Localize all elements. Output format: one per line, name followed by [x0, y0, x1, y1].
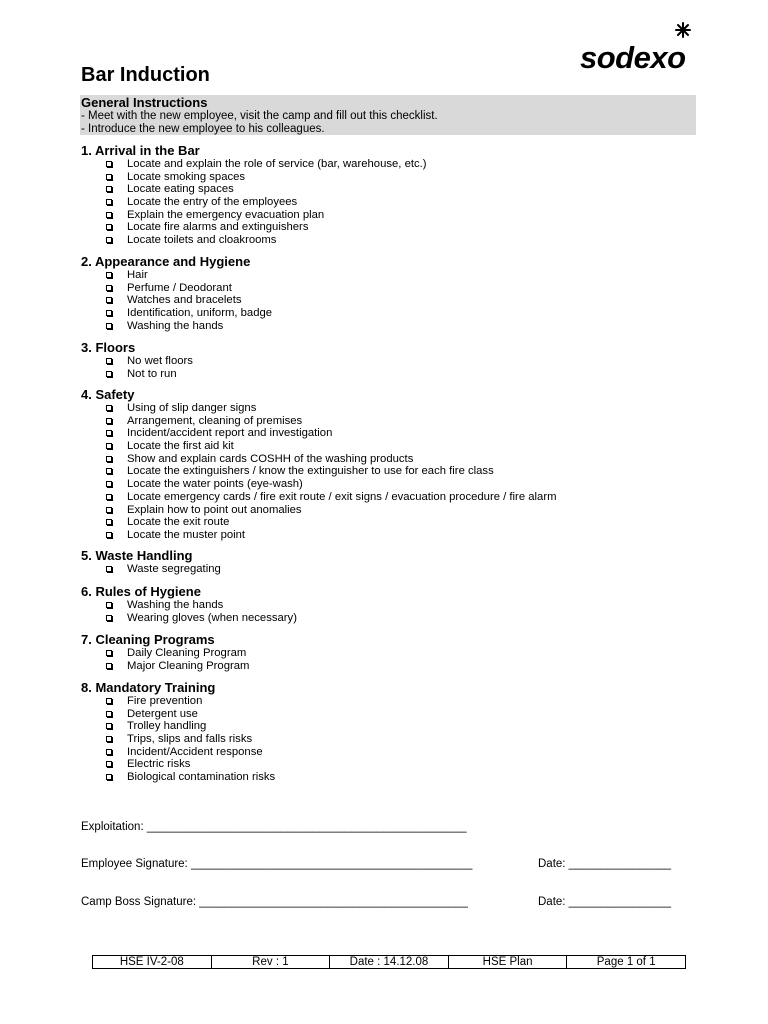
instruction-line: - Meet with the new employee, visit the camp and fill out this checklist. [81, 110, 438, 122]
checkbox[interactable] [106, 736, 112, 742]
checklist-item-label: Trips, slips and falls risks [127, 733, 253, 746]
checkbox[interactable] [106, 723, 112, 729]
section-appearance [81, 254, 272, 332]
checkbox[interactable] [106, 285, 112, 291]
checklist-item [81, 504, 557, 517]
checklist-item [81, 368, 193, 381]
checklist-item-label: No wet floors [127, 355, 193, 367]
checklist-item [81, 758, 275, 771]
checkbox[interactable] [106, 532, 112, 538]
checkbox[interactable] [106, 237, 112, 243]
employee-signature-field[interactable]: Employee Signature: ____________________________________________ [81, 858, 473, 870]
checkbox[interactable] [106, 650, 112, 656]
section-heading: 8. Mandatory Training [81, 680, 216, 695]
checklist-item [81, 771, 275, 784]
checkbox[interactable] [106, 507, 112, 513]
checklist-item-label: Identification, uniform, badge [127, 307, 273, 320]
checklist-item [81, 402, 557, 415]
checklist-item-label: Locate fire alarms and extinguishers [127, 221, 309, 234]
checklist-item-label: Locate toilets and cloakrooms [127, 234, 277, 247]
checkbox[interactable] [106, 371, 112, 377]
section-arrival [81, 143, 427, 247]
checklist-item [81, 355, 193, 368]
checklist-item [81, 221, 427, 234]
checklist-item-label: Locate smoking spaces [127, 170, 246, 183]
section-safety [81, 387, 557, 542]
checklist-item [81, 599, 297, 612]
checkbox[interactable] [106, 443, 112, 449]
checklist-item [81, 720, 275, 733]
footer-doc-code: HSE IV-2-08 [93, 956, 212, 969]
camp-boss-signature-field[interactable]: Camp Boss Signature: __________________________________________ [81, 896, 468, 908]
checklist-item-label: Washing the hands [127, 319, 224, 332]
checklist-item-label: Washing the hands [127, 599, 224, 611]
checklist-item-label: Perfume / Deodorant [127, 281, 232, 294]
checkbox[interactable] [106, 663, 112, 669]
star-icon [675, 22, 691, 38]
checklist-item [81, 733, 275, 746]
checklist-item-label: Watches and bracelets [127, 294, 242, 307]
checklist-item [81, 708, 275, 721]
checkbox[interactable] [106, 405, 112, 411]
footer-revision: Rev : 1 [211, 956, 330, 969]
checkbox[interactable] [106, 272, 112, 278]
checkbox[interactable] [106, 358, 112, 364]
checkbox[interactable] [106, 698, 112, 704]
page-title: Bar Induction [81, 64, 210, 86]
checklist-item [81, 209, 427, 222]
checklist-item [81, 746, 275, 759]
checklist-item [81, 453, 557, 466]
checkbox[interactable] [106, 212, 112, 218]
section-floors [81, 340, 193, 380]
checklist-item [81, 440, 557, 453]
checkbox[interactable] [106, 711, 112, 717]
checklist-item [81, 234, 427, 247]
checkbox[interactable] [106, 566, 112, 572]
section-training [81, 680, 275, 784]
checkbox[interactable] [106, 297, 112, 303]
checklist-item-label: Detergent use [127, 707, 198, 720]
checklist-item-label: Locate the extinguishers / know the extinguisher to use for each fire class [127, 465, 494, 478]
checklist-item [81, 695, 275, 708]
checklist-item [81, 158, 427, 171]
checklist-item [81, 183, 427, 196]
checkbox[interactable] [106, 323, 112, 329]
checkbox[interactable] [106, 494, 112, 500]
checklist-item [81, 269, 272, 282]
checklist-item-label: Daily Cleaning Program [127, 647, 247, 659]
footer-plan: HSE Plan [448, 956, 567, 969]
checklist-item-label: Major Cleaning Program [127, 659, 250, 672]
checkbox[interactable] [106, 174, 112, 180]
checklist-item-label: Incident/accident report and investigation [127, 427, 333, 440]
section-heading: 3. Floors [81, 340, 136, 355]
checklist-item-label: Show and explain cards COSHH of the washing products [127, 452, 414, 465]
checkbox[interactable] [106, 615, 112, 621]
checklist-item-label: Locate the entry of the employees [127, 196, 298, 209]
checkbox[interactable] [106, 186, 112, 192]
checkbox[interactable] [106, 199, 112, 205]
checklist-item-label: Locate the water points (eye-wash) [127, 478, 303, 491]
checklist-item [81, 478, 557, 491]
section-waste [81, 548, 221, 576]
checklist-item [81, 171, 427, 184]
checklist-item-label: Using of slip danger signs [127, 402, 257, 414]
checklist-item-label: Explain the emergency evacuation plan [127, 208, 325, 221]
checkbox[interactable] [106, 774, 112, 780]
employee-date-field[interactable]: Date: ________________ [538, 858, 672, 870]
checklist-item-label: Trolley handling [127, 720, 207, 733]
checklist-item-label: Locate the first aid kit [127, 440, 234, 453]
logo-text: sodexo [580, 40, 686, 75]
footer-date: Date : 14.12.08 [330, 956, 449, 969]
checklist-item-label: Not to run [127, 367, 177, 380]
sodexo-logo [580, 22, 704, 75]
checklist-item-label: Locate the muster point [127, 528, 246, 541]
checkbox[interactable] [106, 418, 112, 424]
checklist-item-label: Locate eating spaces [127, 183, 234, 196]
checklist-item-label: Arrangement, cleaning of premises [127, 414, 303, 427]
checklist-item [81, 660, 249, 673]
general-instructions-box [80, 95, 696, 135]
checklist-item [81, 415, 557, 428]
section-hygiene-rules [81, 584, 297, 624]
checkbox[interactable] [106, 519, 112, 525]
checklist-item [81, 612, 297, 625]
checklist-item-label: Wearing gloves (when necessary) [127, 611, 297, 624]
general-instructions-heading: General Instructions [81, 95, 208, 110]
checkbox[interactable] [106, 481, 112, 487]
checklist-item [81, 427, 557, 440]
section-heading: 6. Rules of Hygiene [81, 584, 201, 599]
checklist-item-label: Explain how to point out anomalies [127, 503, 302, 516]
checkbox[interactable] [106, 224, 112, 230]
instruction-line: - Introduce the new employee to his colleagues. [81, 123, 325, 135]
section-heading: 1. Arrival in the Bar [81, 143, 200, 158]
checkbox[interactable] [106, 310, 112, 316]
exploitation-field[interactable]: Exploitation: __________________________________________________ [81, 821, 467, 833]
checklist-item-label: Biological contamination risks [127, 771, 276, 784]
section-heading: 4. Safety [81, 387, 135, 402]
checklist-item [81, 465, 557, 478]
checklist-item-label: Waste segregating [127, 563, 221, 575]
checklist-item [81, 491, 557, 504]
checklist-item-label: Locate and explain the role of service (bar, warehouse, etc.) [127, 158, 427, 170]
checkbox[interactable] [106, 456, 112, 462]
checklist-item-label: Electric risks [127, 758, 191, 771]
footer-page: Page 1 of 1 [567, 956, 686, 969]
checklist-item [81, 307, 272, 320]
checkbox[interactable] [106, 161, 112, 167]
checklist-item [81, 282, 272, 295]
checkbox[interactable] [106, 468, 112, 474]
checklist-item [81, 196, 427, 209]
checklist-item [81, 320, 272, 333]
checkbox[interactable] [106, 602, 112, 608]
section-cleaning [81, 632, 249, 672]
checklist-item-label: Hair [127, 269, 148, 281]
footer-table [92, 955, 686, 969]
camp-boss-date-field[interactable]: Date: ________________ [538, 896, 672, 908]
section-heading: 2. Appearance and Hygiene [81, 254, 251, 269]
checklist-item-label: Incident/Accident response [127, 745, 263, 758]
checklist-item-label: Fire prevention [127, 695, 203, 707]
checklist-item [81, 647, 249, 660]
checklist-item-label: Locate the exit route [127, 516, 230, 529]
section-heading: 5. Waste Handling [81, 548, 193, 563]
checkbox[interactable] [106, 430, 112, 436]
checklist-item [81, 516, 557, 529]
checklist-item-label: Locate emergency cards / fire exit route / exit signs / evacuation procedure / fire alarm [127, 490, 557, 503]
checklist-item [81, 563, 221, 576]
section-heading: 7. Cleaning Programs [81, 632, 215, 647]
checkbox[interactable] [106, 749, 112, 755]
checklist-item [81, 529, 557, 542]
checkbox[interactable] [106, 761, 112, 767]
checklist-item [81, 294, 272, 307]
